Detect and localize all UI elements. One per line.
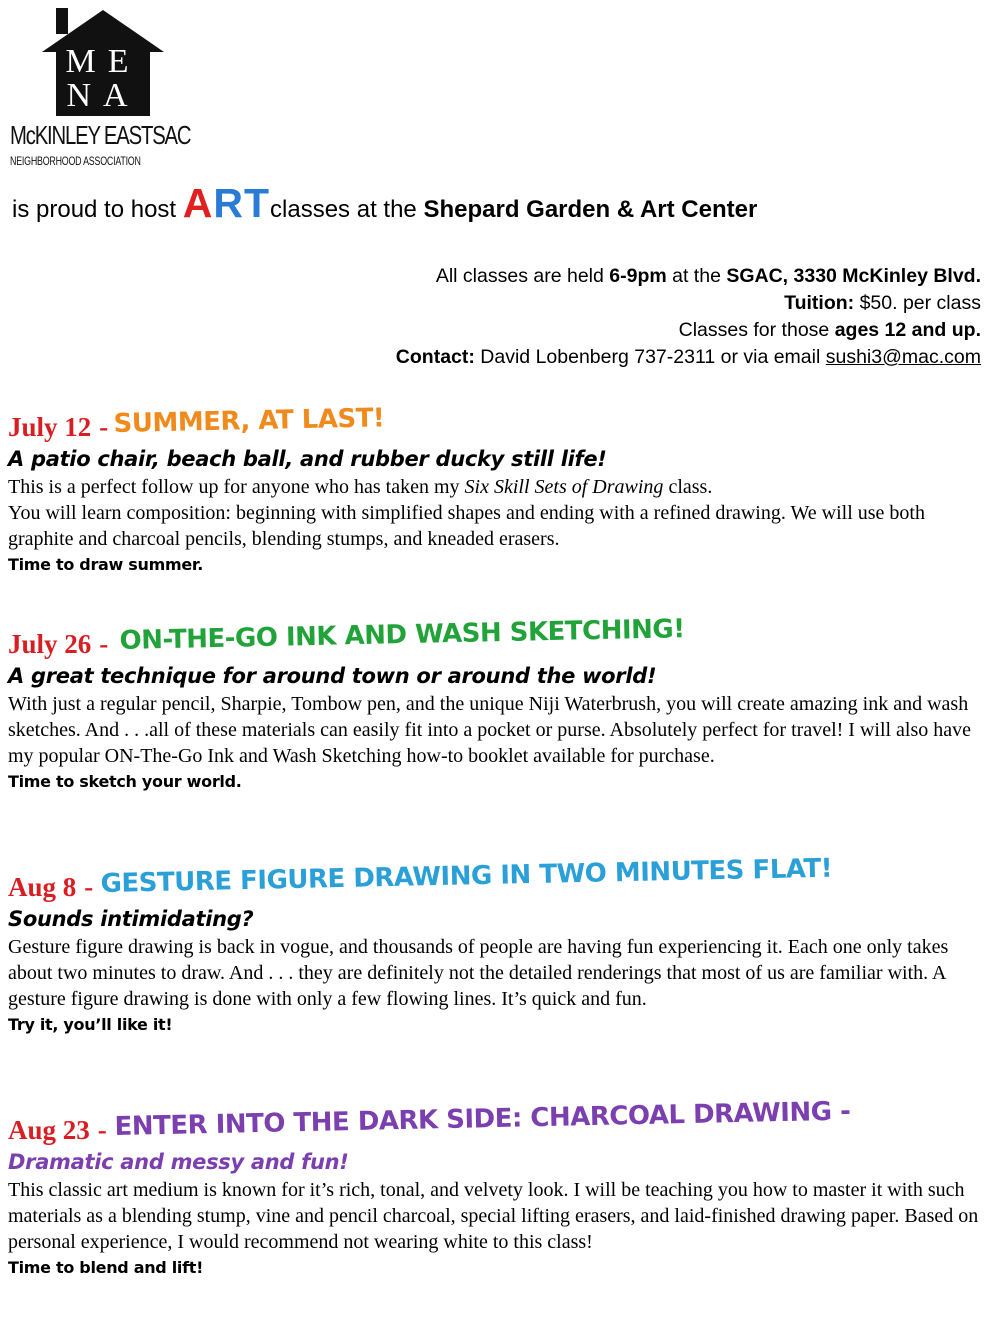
email-link[interactable]: sushi3@mac.com xyxy=(825,346,981,368)
class-closing: Time to draw summer. xyxy=(8,555,203,574)
class-date-separator: - xyxy=(84,872,94,902)
class-aug-23 xyxy=(8,1096,983,1281)
class-closing: Time to blend and lift! xyxy=(8,1258,204,1277)
class-description: This classic art medium is known for it’s rich, tonal, and velvety look. I will be teaching you how to master it with such materials as a blending stump, vine and pencil charcoal, special lifting erasers, and laid-finished drawing paper. Based on personal experience, I would recommend not wearing white to this class! xyxy=(8,1179,979,1253)
class-july-12 xyxy=(8,398,983,578)
logo-org-name: McKINLEY EASTSAC xyxy=(10,120,191,150)
intro-line xyxy=(12,180,757,227)
tuition-value: $50. per class xyxy=(854,292,981,314)
class-description-2: You will learn composition: beginning with simplified shapes and ending with a refined drawing. We will use both graphite and charcoal pencils, blending stumps, and kneaded erasers. xyxy=(8,502,925,550)
venue-name: Shepard Garden & Art Center xyxy=(423,196,758,223)
logo-letters-bottom: NA xyxy=(66,77,140,114)
class-headline: GESTURE FIGURE DRAWING IN TWO MINUTES FLAT! xyxy=(100,853,833,900)
contact-line xyxy=(396,344,981,371)
contact-value: David Lobenberg 737-2311 or via email xyxy=(474,346,826,368)
class-info xyxy=(396,263,981,371)
class-date: Aug 8 xyxy=(8,872,77,902)
class-closing: Try it, you’ll like it! xyxy=(8,1015,173,1034)
schedule-line xyxy=(396,263,981,290)
schedule-prefix: All classes are held xyxy=(435,265,610,287)
class-description: Gesture figure drawing is back in vogue, and thousands of people are having fun experiencing it. Each one only takes about two minutes to draw. And . . . they are definitely not the detailed renderings that most of us are familiar with. A gesture figure drawing is done with only a few flowing lines. It’s quick and fun. xyxy=(8,936,949,1010)
class-subtitle: Dramatic and messy and fun! xyxy=(8,1150,349,1174)
logo-org-subtitle: NEIGHBORHOOD ASSOCIATION xyxy=(10,154,141,168)
intro-middle: classes at the xyxy=(270,196,424,223)
class-date-separator: - xyxy=(99,629,109,659)
class-date: July 26 xyxy=(8,629,92,659)
class-july-26 xyxy=(8,615,983,795)
class-header xyxy=(8,853,983,902)
class-description-text-end: class. xyxy=(663,476,713,498)
class-headline: ON-THE-GO INK AND WASH SKETCHING! xyxy=(119,614,686,657)
ages-prefix: Classes for those xyxy=(678,319,835,341)
art-letter-a: A xyxy=(182,180,214,226)
class-date: Aug 23 xyxy=(8,1115,90,1145)
ages-value: ages 12 and up. xyxy=(834,319,981,341)
class-aug-8 xyxy=(8,853,983,1038)
contact-label: Contact: xyxy=(395,346,475,368)
class-description: With just a regular pencil, Sharpie, Tombow pen, and the unique Niji Waterbrush, you will create amazing ink and wash sketches. And . . .all of these materials can easily fit into a pocket or purse. Absolutely perfect for travel! I will also have my popular ON-The-Go Ink and Wash Sketching how-to booklet available for purchase. xyxy=(8,693,972,767)
logo-letters-top: ME xyxy=(65,43,141,80)
schedule-mid: at the xyxy=(666,265,727,287)
class-header xyxy=(8,398,983,442)
class-description-text: This is a perfect follow up for anyone who has taken my xyxy=(8,476,465,498)
intro-prefix: is proud to host xyxy=(12,196,183,223)
class-subtitle: Sounds intimidating? xyxy=(8,907,254,931)
house-logo-icon xyxy=(38,6,168,118)
class-closing: Time to sketch your world. xyxy=(8,772,242,791)
class-subtitle: A great technique for around town or around the world! xyxy=(8,664,657,688)
class-description xyxy=(8,474,983,500)
schedule-time: 6-9pm xyxy=(609,265,667,287)
art-word xyxy=(183,180,270,226)
class-headline: ENTER INTO THE DARK SIDE: CHARCOAL DRAWING - xyxy=(114,1096,851,1143)
tuition-line xyxy=(396,290,981,317)
class-subtitle: A patio chair, beach ball, and rubber ducky still life! xyxy=(8,447,607,471)
schedule-place: SGAC, 3330 McKinley Blvd. xyxy=(726,265,981,287)
art-letter-r: R xyxy=(213,180,244,226)
tuition-label: Tuition: xyxy=(784,292,855,314)
class-header xyxy=(8,615,983,659)
class-description-italic: Six Skill Sets of Drawing xyxy=(464,476,664,498)
class-headline: SUMMER, AT LAST! xyxy=(113,403,385,440)
class-date-separator: - xyxy=(97,1115,107,1145)
class-date-separator: - xyxy=(99,412,109,442)
logo xyxy=(8,6,193,178)
class-header xyxy=(8,1096,983,1145)
art-letter-t: T xyxy=(243,180,271,226)
class-date: July 12 xyxy=(8,412,92,442)
ages-line xyxy=(396,317,981,344)
